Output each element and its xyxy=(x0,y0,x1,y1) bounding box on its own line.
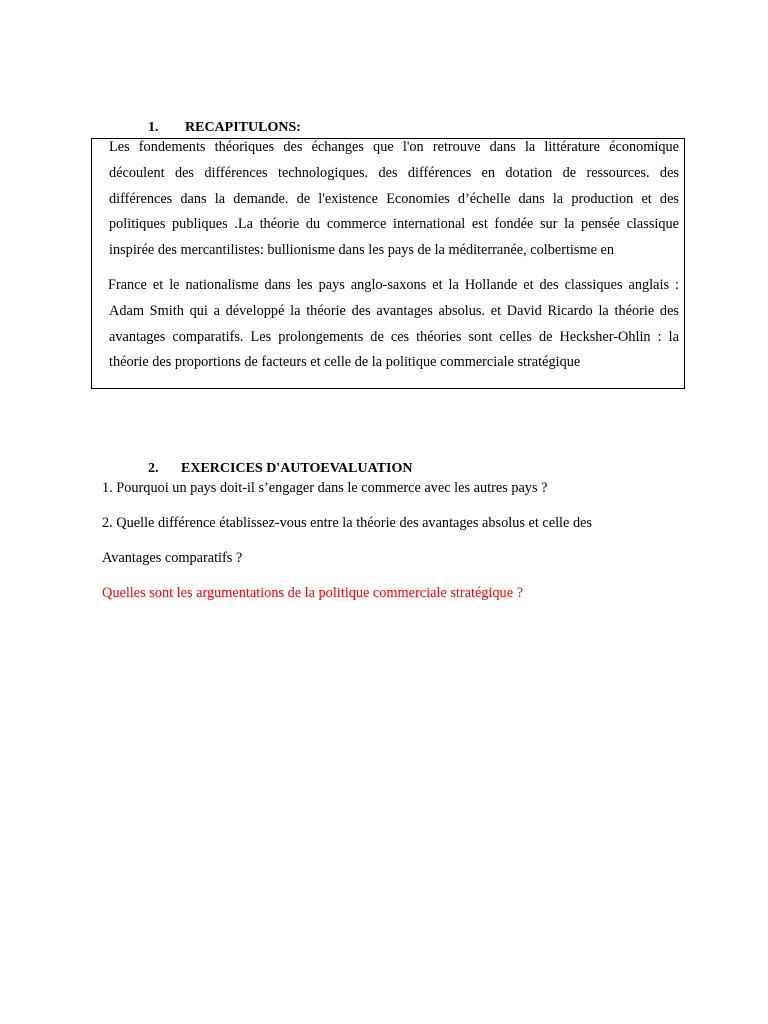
section-1-title: RECAPITULONS: xyxy=(185,120,301,135)
question-1: 1. Pourquoi un pays doit-il s’engager dans le commerce avec les autres pays ? xyxy=(102,480,548,496)
question-2-line-2: Avantages comparatifs ? xyxy=(102,550,243,566)
recap-line: différences dans la demande. de l'existence Economies d’échelle dans la production et des xyxy=(109,190,679,207)
question-2-line-1: 2. Quelle différence établissez-vous entre la théorie des avantages absolus et celle des xyxy=(102,515,592,531)
recap-line: découlent des différences technologiques. des différences en dotation de ressources. des xyxy=(109,164,679,181)
recap-line: politiques publiques .La théorie du commerce international est fondée sur la pensée classique xyxy=(109,216,679,233)
section-1-heading xyxy=(148,120,448,136)
recap-line: avantages comparatifs. Les prolongements de ces théories sont celles de Hecksher-Ohlin : la xyxy=(109,328,679,345)
recap-paragraph-1 xyxy=(109,135,679,264)
recap-line: théorie des proportions de facteurs et celle de la politique commerciale stratégique xyxy=(109,354,581,371)
section-1-number: 1. xyxy=(148,120,159,135)
section-2-number: 2. xyxy=(148,461,159,476)
recap-box xyxy=(91,138,685,389)
question-3-highlighted: Quelles sont les argumentations de la politique commerciale stratégique ? xyxy=(102,585,523,601)
section-2-heading xyxy=(148,461,548,477)
recap-paragraph-2 xyxy=(109,273,679,376)
recap-line: Adam Smith qui a développé la théorie des avantages absolus. et David Ricardo la théorie des xyxy=(109,302,679,319)
section-2-title: EXERCICES D'AUTOEVALUATION xyxy=(181,461,413,476)
recap-line: inspirée des mercantilistes: bullionisme dans les pays de la méditerranée, colbertisme en xyxy=(109,242,614,259)
recap-line: Les fondements théoriques des échanges que l'on retrouve dans la littérature économique xyxy=(109,139,679,155)
recap-line: France et le nationalisme dans les pays anglo-saxons et la Hollande et des classiques anglais : xyxy=(108,277,679,293)
